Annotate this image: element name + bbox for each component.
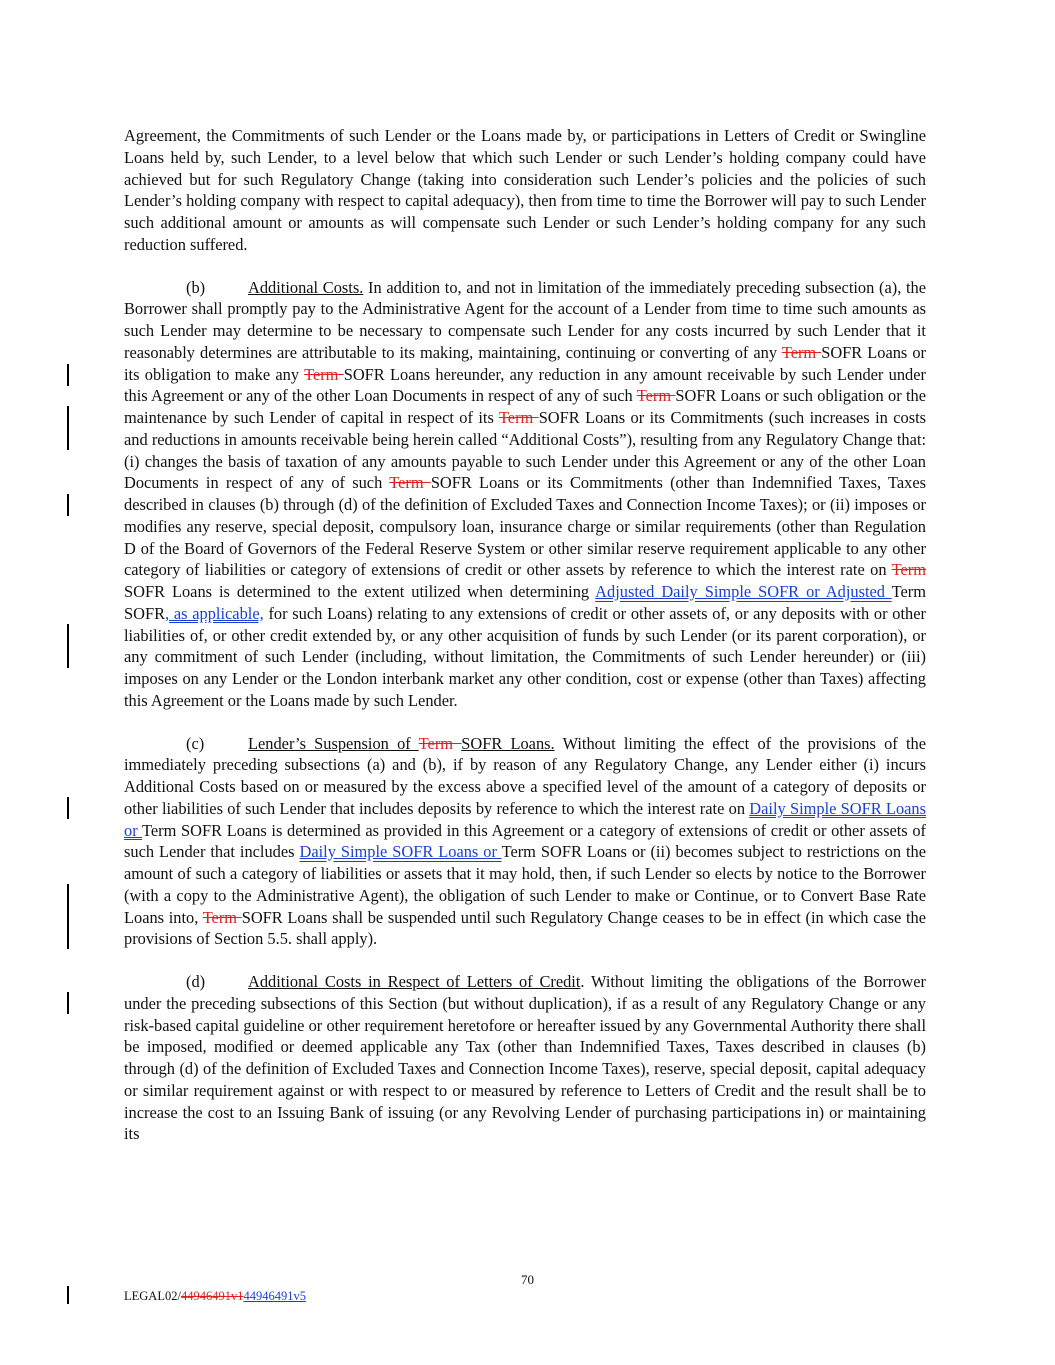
change-bar	[67, 992, 69, 1014]
text: Term SOFR Loans or (ii) becomes subject to restrictions on the amount of such a category of liabilities or assets that it may hold, then, if such Lender so elects by notice to the Borrower (with a copy to the Administrative Agent), the obligation of such Lender to make or Continue, or to Convert Base Rate Loans into,	[124, 842, 927, 927]
section-label: (c)	[186, 733, 205, 753]
text: SOFR Loans hereunder, any reduction in any amount receivable by such Lender under this Agreement or any of the other Loan Documents in respect of any of such	[124, 364, 926, 406]
document-id-footer	[124, 1289, 306, 1304]
deleted-text: 44946491v1	[180, 1289, 244, 1303]
deleted-text: Term	[891, 560, 926, 580]
text: SOFR Loans or its Commitments (such increases in costs and reductions in amounts receivable being herein called “Additional Costs”), resulting from any Regulatory Change that: (i) changes the basis of taxation of any amounts payable to such Lender under this Agreement or any of the other Loan Documents in respect of any of such	[124, 408, 927, 493]
page-number: 70	[521, 1272, 534, 1287]
change-bar	[67, 797, 69, 819]
inserted-text: Daily Simple SOFR Loans or	[124, 798, 926, 840]
change-bar	[67, 406, 69, 450]
inserted-text: , as applicable,	[165, 603, 264, 623]
text: SOFR Loans or its obligation to make any	[124, 342, 927, 384]
deleted-text: Term	[418, 733, 462, 753]
text: SOFR Loans or such obligation or the maintenance by such Lender of capital in respect of its	[124, 386, 926, 427]
text: for such Loans) relating to any extensions of credit or other assets of, or any deposits with or other liabilities of, or other credit extended by, or any other acquisition of funds by such Lender (or its parent corporation), or any commitment of such Lender (including, without limitation, the Commitments of such Lender hereunder) or (iii) imposes on any Lender or the London interbank market any other condition, cost or expense (other than Taxes) affecting this Agreement or the Loans made by such Lender.	[124, 603, 926, 710]
inserted-text: 44946491v5	[243, 1289, 306, 1303]
section-label: (b)	[186, 277, 206, 297]
deleted-text: Term	[389, 473, 431, 493]
change-bar	[67, 494, 69, 516]
change-bar	[67, 884, 69, 949]
text: Term SOFR Loans is determined as provided in this Agreement or a category of extensions of credit or other assets of such Lender that includes	[124, 820, 926, 862]
text: . Without limiting the obligations of the Borrower under the preceding subsections of this Section (but without duplication), if as a result of any Regulatory Change or any risk-based capital guideline or other requirement heretofore or hereafter issued by any Governmental Authority there shall be imposed, modified or deemed applicable any Tax (other than Indemnified Taxes, Taxes described in clauses (b) through (d) of the definition of Excluded Taxes and Connection Income Taxes), reserve, special deposit, capital adequacy or similar requirement against or with respect to or measured by reference to Letters of Credit and the result shall be to increase the cost to an Issuing Bank of issuing (or any Revolving Lender of purchasing participations in) or maintaining its	[124, 972, 926, 1144]
inserted-text: Adjusted Daily Simple SOFR or Adjusted	[595, 582, 892, 601]
change-bar	[67, 364, 69, 386]
text: Term SOFR	[124, 582, 927, 623]
paragraph-text: Agreement, the Commitments of such Lender or the Loans made by, or participations in Letters of Credit or Swingline Loans held by, such Lender, to a level below that which such Lender or such Lender’s holding company could have achieved but for such Regulatory Change (taking into consideration such Lender’s policies and the policies of such Lender’s holding company with respect to capital adequacy), then from time to time the Borrower will pay to such Lender such additional amount or amounts as will compensate such Lender or such Lender’s holding company for any such reduction suffered.	[124, 126, 926, 254]
section-heading: Additional Costs.	[248, 277, 364, 297]
inserted-text: Daily Simple SOFR Loans or	[299, 842, 502, 862]
text: SOFR Loans is determined to the extent utilized when determining	[124, 582, 596, 601]
deleted-text: Term	[636, 386, 676, 406]
change-bar	[67, 624, 69, 668]
paragraph-b	[124, 277, 926, 712]
section-heading: Lender’s Suspension of	[248, 733, 419, 753]
deleted-text: Term	[781, 342, 822, 362]
text: SOFR Loans or its Commitments (other than Indemnified Taxes, Taxes described in clauses (b) through (d) of the definition of Excluded Taxes and Connection Income Taxes); or (ii) imposes or modifies any reserve, special deposit, compulsory loan, insurance charge or similar requirements (other than Regulation D of the Board of Governors of the Federal Reserve System or other similar reserve requirement applicable to any other category of liabilities or category of extensions of credit or other assets by reference to which the interest rate on	[124, 473, 926, 580]
paragraph-c	[124, 733, 926, 951]
section-heading: SOFR Loans.	[461, 733, 555, 753]
change-bar	[67, 1286, 69, 1304]
deleted-text: Term	[202, 907, 242, 927]
paragraph-d	[124, 971, 926, 1145]
text: SOFR Loans shall be suspended until such Regulatory Change ceases to be in effect (in which case the provisions of Section 5.5. shall apply).	[124, 907, 926, 949]
deleted-text: Term	[304, 364, 344, 384]
document-body	[124, 125, 926, 1166]
text: Without limiting the effect of the provisions of the immediately preceding subsections (a) and (b), if by reason of any Regulatory Change, any Lender either (i) incurs Additional Costs based on or measured by the excess above a specified level of the amount of a category of deposits or other liabilities of such Lender that includes deposits by reference to which the interest rate on	[124, 733, 927, 818]
deleted-text: Term	[498, 408, 539, 427]
text: In addition to, and not in limitation of the immediately preceding subsection (a), the Borrower shall promptly pay to the Administrative Agent for the account of a Lender from time to time such amounts as such Lender may determine to be necessary to compensate such Lender for any costs incurred by such Lender that it reasonably determines are attributable to its making, maintaining, continuing or converting of any	[124, 277, 926, 362]
footer-prefix: LEGAL02/	[124, 1289, 181, 1303]
section-heading: Additional Costs in Respect of Letters of Credit	[248, 972, 581, 991]
paragraph-a-continuation	[124, 125, 926, 256]
section-label: (d)	[186, 972, 206, 991]
